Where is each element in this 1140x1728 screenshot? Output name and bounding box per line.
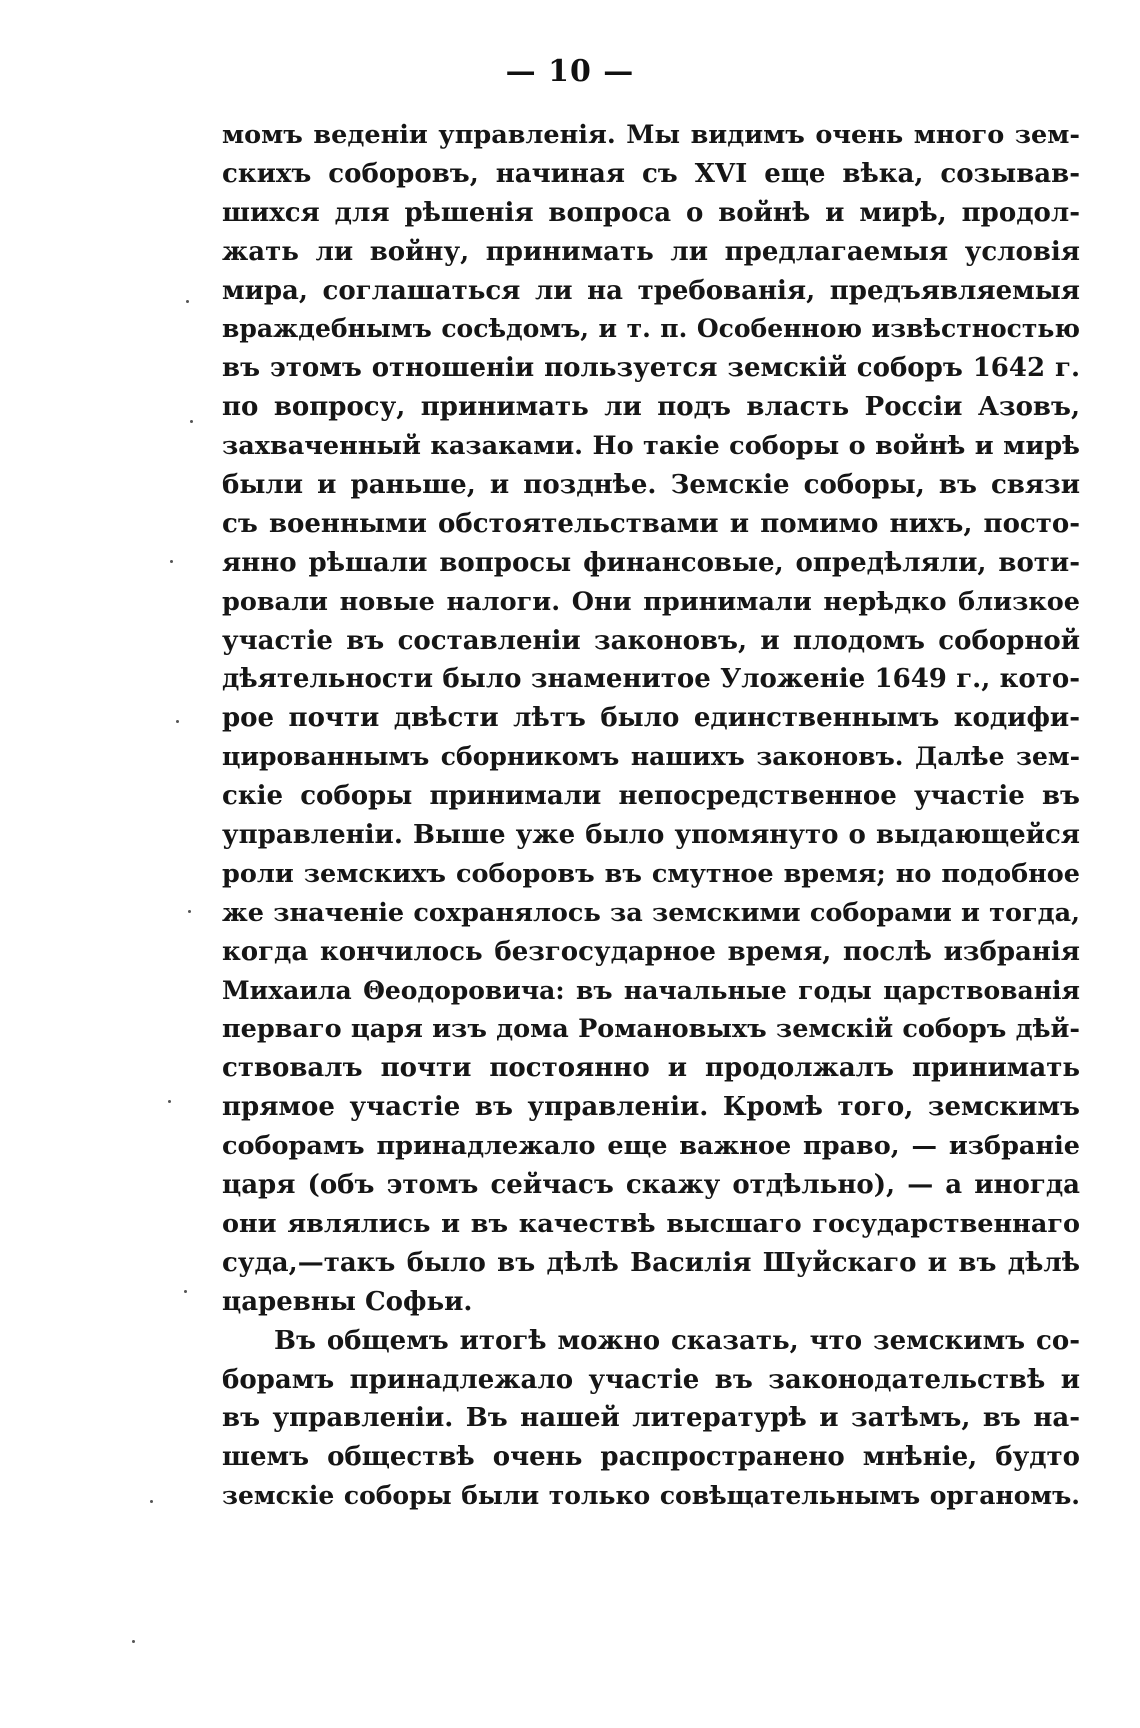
text-line: мира, соглашаться ли на требованія, предъявляемыя (222, 275, 1080, 306)
scan-speck (186, 300, 189, 303)
scan-speck (170, 560, 173, 563)
page-number: — 10 — (505, 54, 635, 89)
text-line: цированнымъ сборникомъ нашихъ законовъ. Далѣе зем- (222, 742, 1080, 772)
text-line: скіе соборы принимали непосредственное участіе въ (222, 781, 1080, 812)
scan-speck (150, 1500, 153, 1503)
text-line: участіе въ составленіи законовъ, и плодомъ соборной (222, 625, 1080, 656)
scan-speck (184, 1290, 187, 1293)
text-line: Въ общемъ итогѣ можно сказать, что земскимъ со- (274, 1325, 1080, 1356)
paragraph-2 (222, 1322, 1080, 1516)
body-text (222, 116, 1080, 1516)
scan-speck (132, 1640, 135, 1643)
text-line: съ военными обстоятельствами и помимо нихъ, посто- (222, 508, 1080, 539)
text-line: шихся для рѣшенія вопроса о войнѣ и мирѣ, продол- (222, 197, 1080, 228)
scan-speck (188, 910, 191, 913)
scan-speck (168, 1100, 171, 1103)
text-line: въ этомъ отношеніи пользуется земскій соборъ 1642 г. (222, 353, 1080, 384)
text-line: царя (объ этомъ сейчасъ скажу отдѣльно), — а иногда (222, 1170, 1080, 1201)
text-line: же значеніе сохранялось за земскими соборами и тогда, (222, 897, 1080, 928)
text-line: дѣятельности было знаменитое Уложеніе 1649 г., кото- (222, 664, 1080, 695)
text-line: ровали новые налоги. Они принимали нерѣдко близкое (222, 586, 1080, 617)
text-line: враждебнымъ сосѣдомъ, и т. п. Особенною извѣстностью (222, 314, 1080, 344)
text-line: прямое участіе въ управленіи. Кромѣ того, земскимъ (222, 1092, 1080, 1123)
text-line: янно рѣшали вопросы финансовые, опредѣляли, воти- (222, 547, 1080, 578)
scan-speck (176, 720, 179, 723)
text-line: жать ли войну, принимать ли предлагаемыя условія (222, 236, 1080, 267)
text-line: захваченный казаками. Но такіе соборы о войнѣ и мирѣ (222, 431, 1080, 462)
text-line: управленіи. Выше уже было упомянуто о выдающейся (222, 820, 1080, 851)
text-line: земскіе соборы были только совѣщательнымъ органомъ. (222, 1481, 1080, 1511)
paragraph-1 (222, 116, 1080, 1322)
text-line: ствовалъ почти постоянно и продолжалъ принимать (222, 1053, 1080, 1084)
text-line: момъ веденіи управленія. Мы видимъ очень много зем- (222, 120, 1080, 150)
text-line: скихъ соборовъ, начиная съ XVI еще вѣка, созывав- (222, 158, 1080, 189)
scan-speck (190, 420, 193, 423)
text-line: соборамъ принадлежало еще важное право, — избраніе (222, 1131, 1080, 1162)
text-line: роли земскихъ соборовъ въ смутное время; но подобное (222, 858, 1080, 889)
text-line: по вопросу, принимать ли подъ власть Россіи Азовъ, (222, 392, 1080, 423)
text-line: борамъ принадлежало участіе въ законодательствѣ и (222, 1364, 1080, 1395)
text-line: въ управленіи. Въ нашей литературѣ и затѣмъ, въ на- (222, 1403, 1080, 1434)
text-line: когда кончилось безгосударное время, послѣ избранія (222, 936, 1080, 967)
text-line: они являлись и въ качествѣ высшаго государственнаго (222, 1208, 1080, 1239)
text-line: шемъ обществѣ очень распространено мнѣніе, будто (222, 1442, 1080, 1473)
text-line: царевны Софьи. (222, 1286, 473, 1317)
text-line: перваго царя изъ дома Романовыхъ земскій соборъ дѣй- (222, 1014, 1080, 1045)
text-line: были и раньше, и позднѣе. Земскіе соборы, въ связи (222, 470, 1080, 501)
text-line: Михаила Θеодоровича: въ начальные годы царствованія (222, 975, 1080, 1005)
text-line: суда,—такъ было въ дѣлѣ Василія Шуйскаго и въ дѣлѣ (222, 1247, 1080, 1278)
text-line: рое почти двѣсти лѣтъ было единственнымъ кодифи- (222, 703, 1080, 734)
